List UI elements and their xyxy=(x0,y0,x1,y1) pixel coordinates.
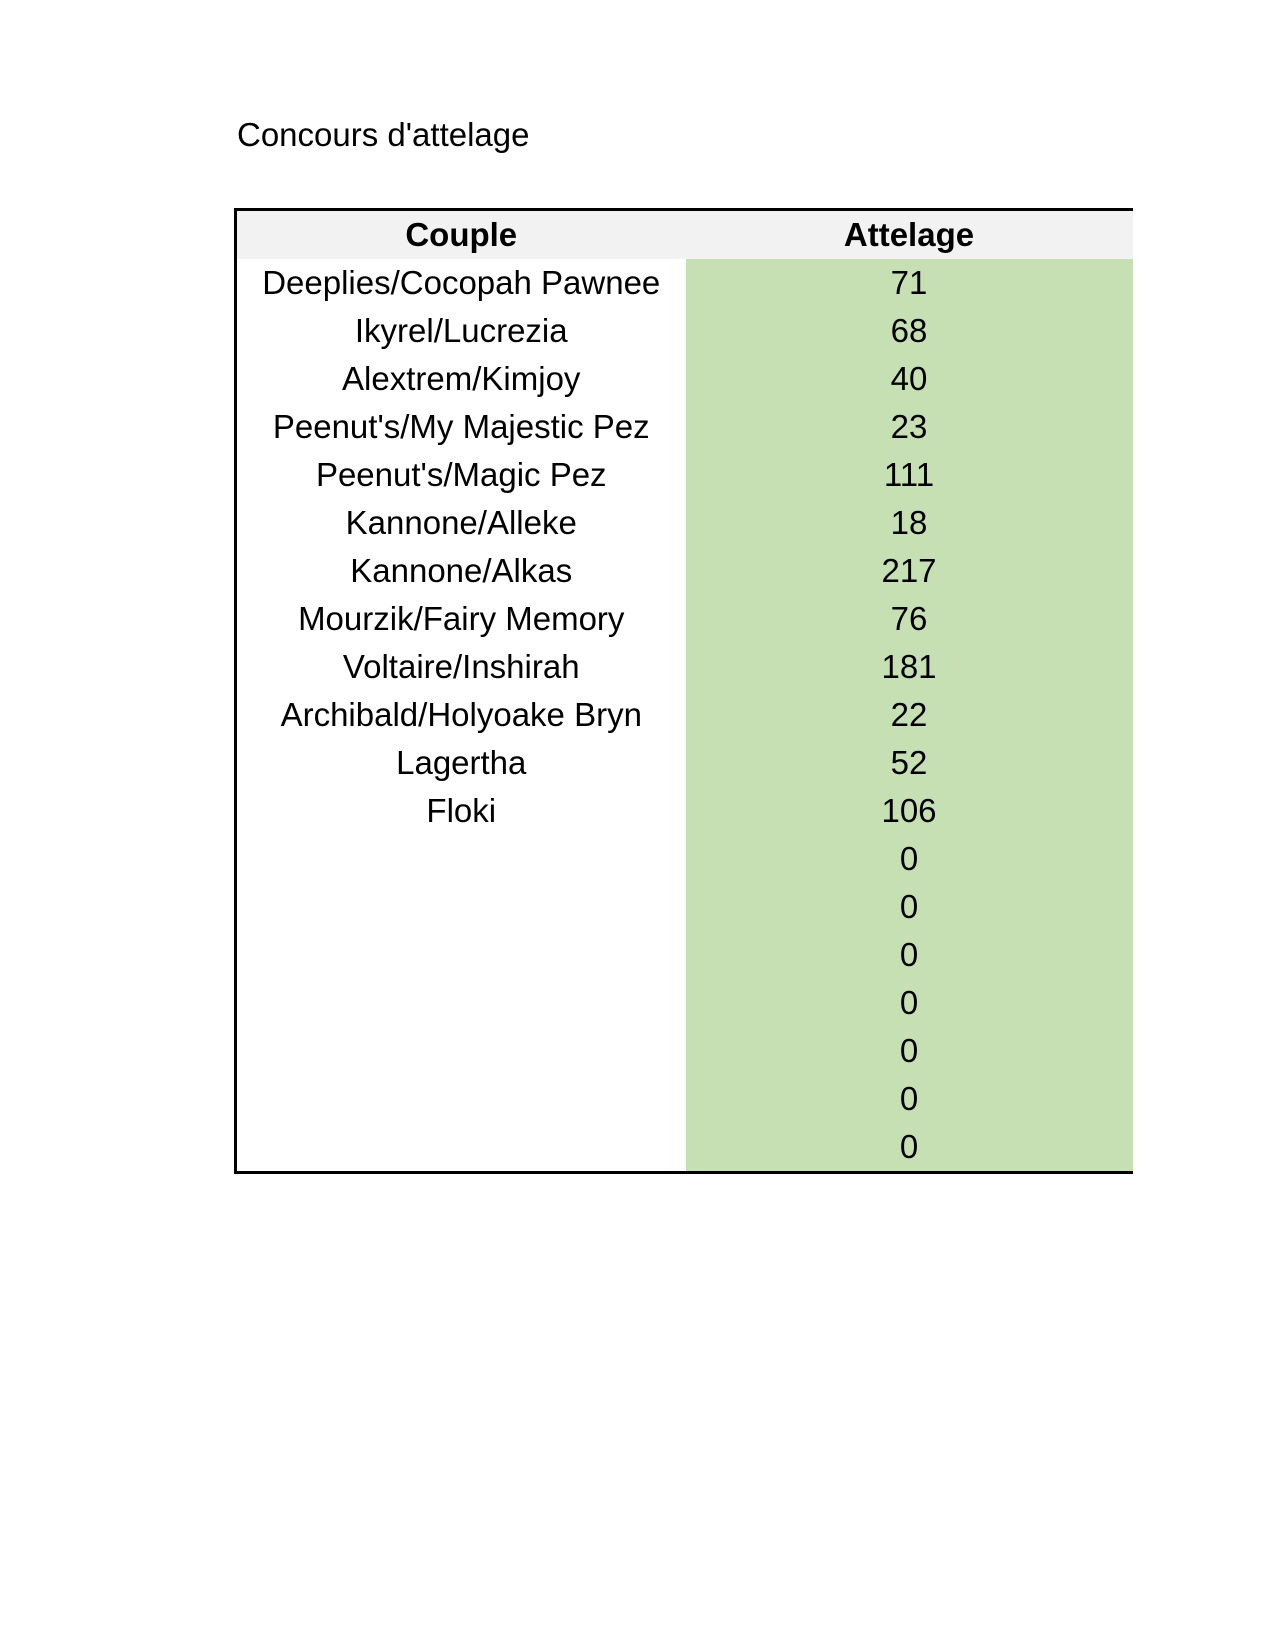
table-row xyxy=(236,499,1133,547)
table-row xyxy=(236,451,1133,499)
attelage-cell: 0 xyxy=(686,1123,1133,1173)
couple-cell: Floki xyxy=(426,792,497,829)
couple-cell: Mourzik/Fairy Memory xyxy=(298,600,625,637)
table-row xyxy=(236,979,1133,1027)
attelage-cell: 76 xyxy=(686,595,1133,643)
couple-cell xyxy=(236,1123,686,1173)
attelage-cell: 52 xyxy=(686,739,1133,787)
table-row xyxy=(236,1075,1133,1123)
attelage-cell: 0 xyxy=(686,835,1133,883)
table-row xyxy=(236,787,1133,835)
table-header-row xyxy=(236,210,1133,260)
page-title: Concours d'attelage xyxy=(237,116,530,153)
couple-cell: Deeplies/Cocopah Pawnee xyxy=(262,264,661,301)
attelage-cell: 23 xyxy=(686,403,1133,451)
couple-cell: Peenut's/My Majestic Pez xyxy=(272,408,650,445)
couple-cell: Lagertha xyxy=(396,744,527,781)
table-row xyxy=(236,307,1133,355)
table-row xyxy=(236,1123,1133,1173)
couple-cell xyxy=(236,1075,686,1123)
attelage-cell: 22 xyxy=(686,691,1133,739)
table-body xyxy=(236,259,1133,1173)
couple-cell: Kannone/Alkas xyxy=(350,552,573,589)
score-table xyxy=(234,208,1133,1174)
couple-cell xyxy=(236,931,686,979)
attelage-cell: 0 xyxy=(686,931,1133,979)
couple-cell xyxy=(236,979,686,1027)
table-row xyxy=(236,1027,1133,1075)
couple-cell: Archibald/Holyoake Bryn xyxy=(280,696,642,733)
attelage-cell: 71 xyxy=(686,259,1133,307)
column-header-couple: Couple xyxy=(236,210,686,260)
couple-cell: Ikyrel/Lucrezia xyxy=(354,312,568,349)
attelage-cell: 106 xyxy=(686,787,1133,835)
table-row xyxy=(236,739,1133,787)
attelage-cell: 18 xyxy=(686,499,1133,547)
table-row xyxy=(236,643,1133,691)
couple-cell xyxy=(236,883,686,931)
couple-cell: Voltaire/Inshirah xyxy=(342,648,580,685)
couple-cell xyxy=(236,835,686,883)
couple-cell: Peenut's/Magic Pez xyxy=(315,456,607,493)
table-row xyxy=(236,547,1133,595)
attelage-cell: 181 xyxy=(686,643,1133,691)
attelage-cell: 217 xyxy=(686,547,1133,595)
attelage-cell: 0 xyxy=(686,1027,1133,1075)
table-row xyxy=(236,883,1133,931)
attelage-cell: 68 xyxy=(686,307,1133,355)
attelage-cell: 0 xyxy=(686,1075,1133,1123)
attelage-cell: 111 xyxy=(686,451,1133,499)
couple-cell: Kannone/Alleke xyxy=(345,504,577,541)
table-row xyxy=(236,691,1133,739)
attelage-cell: 0 xyxy=(686,979,1133,1027)
couple-cell: Alextrem/Kimjoy xyxy=(342,360,581,397)
table-row xyxy=(236,403,1133,451)
table-row xyxy=(236,835,1133,883)
attelage-cell: 40 xyxy=(686,355,1133,403)
table-row xyxy=(236,355,1133,403)
attelage-cell: 0 xyxy=(686,883,1133,931)
table-row xyxy=(236,259,1133,307)
couple-cell xyxy=(236,1027,686,1075)
table-row xyxy=(236,931,1133,979)
table-row xyxy=(236,595,1133,643)
column-header-attelage: Attelage xyxy=(686,210,1133,260)
